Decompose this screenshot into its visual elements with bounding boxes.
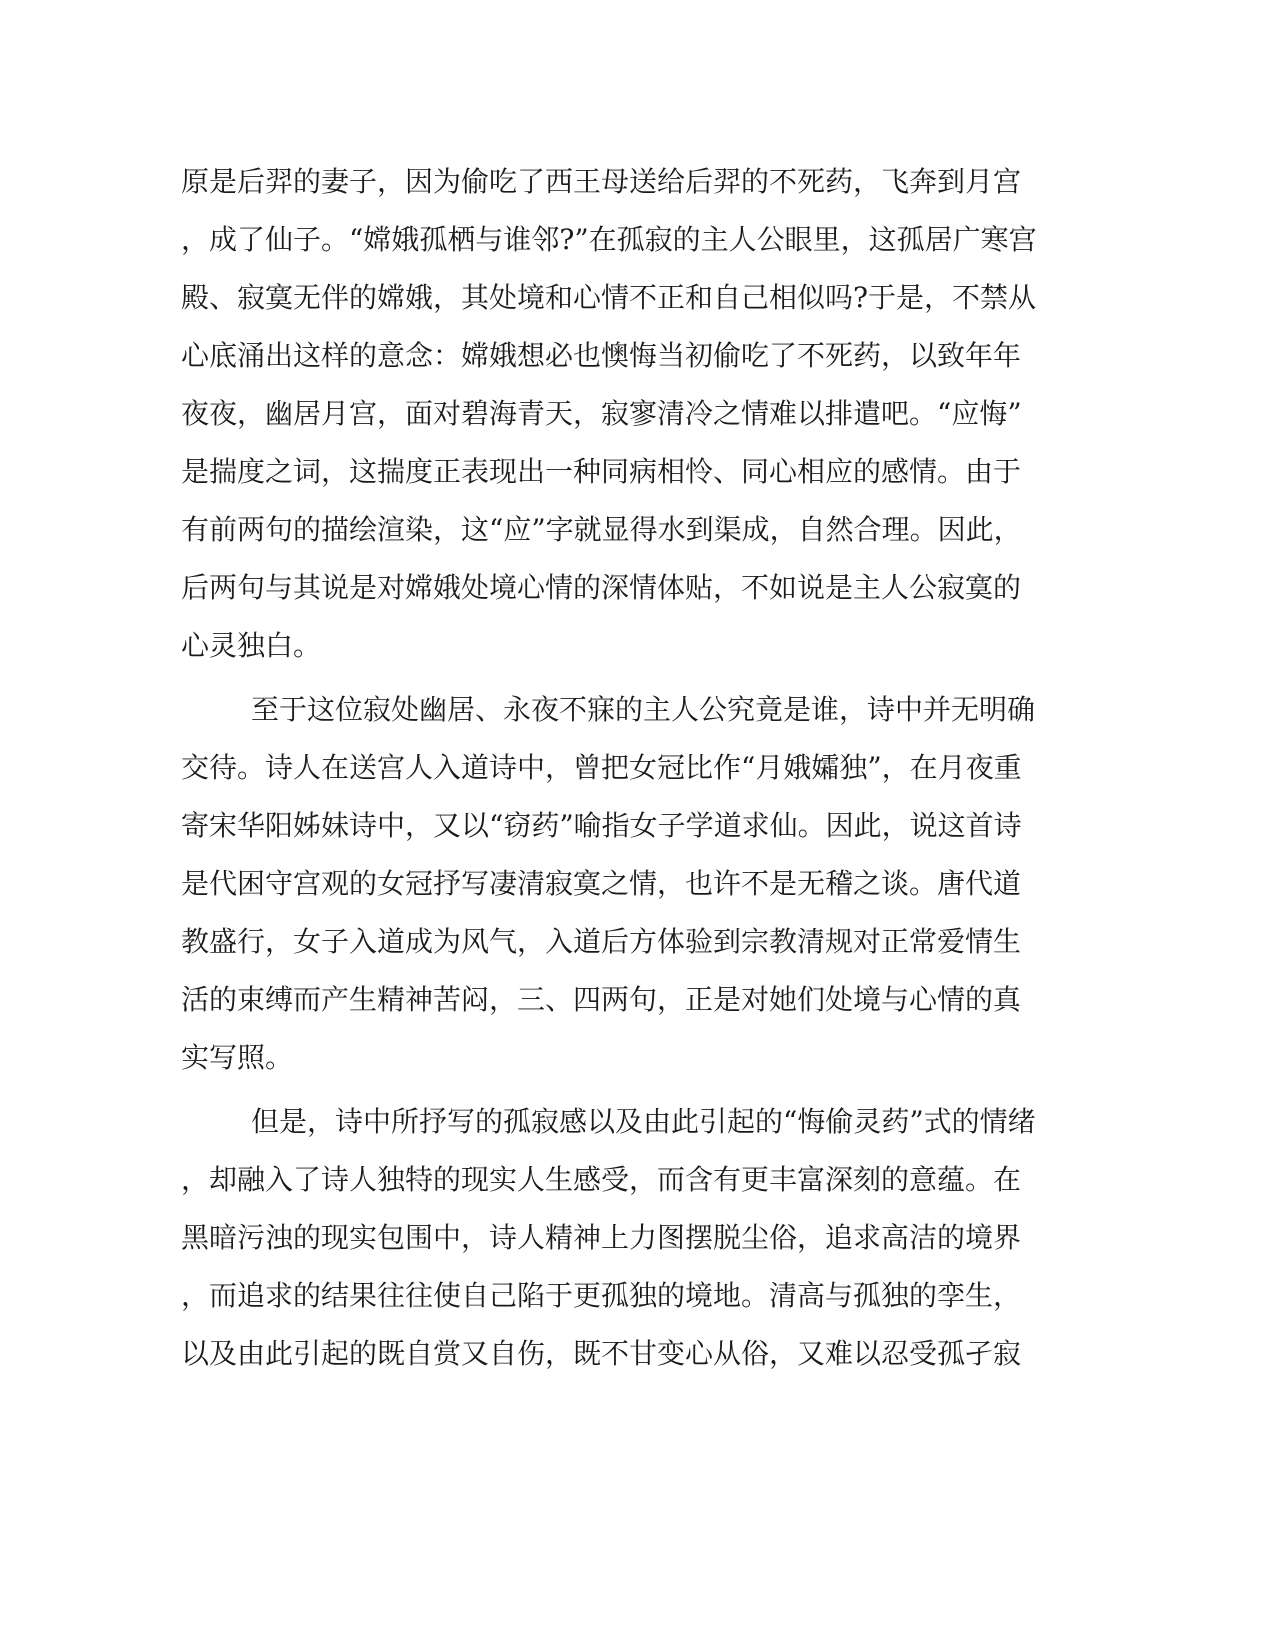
paragraph-3-line-2: ，却融入了诗人独特的现实人生感受，而含有更丰富深刻的意蕴。在 (181, 1163, 1022, 1196)
paragraph-1-line-6: 是揣度之词，这揣度正表现出一种同病相怜、同心相应的感情。由于 (181, 455, 1022, 488)
paragraph-1-line-9: 心灵独白。 (181, 629, 322, 662)
paragraph-1-line-4: 心底涌出这样的意念：嫦娥想必也懊悔当初偷吃了不死药，以致年年 (181, 339, 1022, 372)
paragraph-1-line-8: 后两句与其说是对嫦娥处境心情的深情体贴，不如说是主人公寂寞的 (181, 571, 1022, 604)
paragraph-2-line-1: 至于这位寂处幽居、永夜不寐的主人公究竟是谁，诗中并无明确 (251, 693, 1036, 726)
paragraph-2-line-6: 活的束缚而产生精神苦闷，三、四两句，正是对她们处境与心情的真 (181, 983, 1022, 1016)
paragraph-2-line-3: 寄宋华阳姊妹诗中，又以“窃药”喻指女子学道求仙。因此，说这首诗 (181, 809, 1022, 842)
paragraph-2-line-5: 教盛行，女子入道成为风气，入道后方体验到宗教清规对正常爱情生 (181, 925, 1022, 958)
paragraph-2-line-2: 交待。诗人在送宫人入道诗中，曾把女冠比作“月娥孀独”，在月夜重 (181, 751, 1022, 784)
paragraph-3-line-1: 但是，诗中所抒写的孤寂感以及由此引起的“悔偷灵药”式的情绪 (251, 1105, 1036, 1138)
paragraph-3-line-3: 黑暗污浊的现实包围中，诗人精神上力图摆脱尘俗，追求高洁的境界 (181, 1221, 1022, 1254)
paragraph-1-line-2: ，成了仙子。“嫦娥孤栖与谁邻?”在孤寂的主人公眼里，这孤居广寒宫 (181, 223, 1037, 256)
paragraph-1-line-1: 原是后羿的妻子，因为偷吃了西王母送给后羿的不死药，飞奔到月宫 (181, 165, 1022, 198)
paragraph-1-line-5: 夜夜，幽居月宫，面对碧海青天，寂寥清冷之情难以排遣吧。“应悔” (181, 397, 1022, 430)
paragraph-3-line-5: 以及由此引起的既自赏又自伤，既不甘变心从俗，又难以忍受孤孑寂 (181, 1337, 1022, 1370)
paragraph-2-line-7: 实写照。 (181, 1041, 294, 1074)
paragraph-1-line-7: 有前两句的描绘渲染，这“应”字就显得水到渠成，自然合理。因此， (181, 513, 1022, 546)
paragraph-1-line-3: 殿、寂寞无伴的嫦娥，其处境和心情不正和自己相似吗?于是，不禁从 (181, 281, 1037, 314)
paragraph-3-line-4: ，而追求的结果往往使自己陷于更孤独的境地。清高与孤独的孪生， (181, 1279, 1022, 1312)
paragraph-2-line-4: 是代困守宫观的女冠抒写凄清寂寞之情，也许不是无稽之谈。唐代道 (181, 867, 1022, 900)
